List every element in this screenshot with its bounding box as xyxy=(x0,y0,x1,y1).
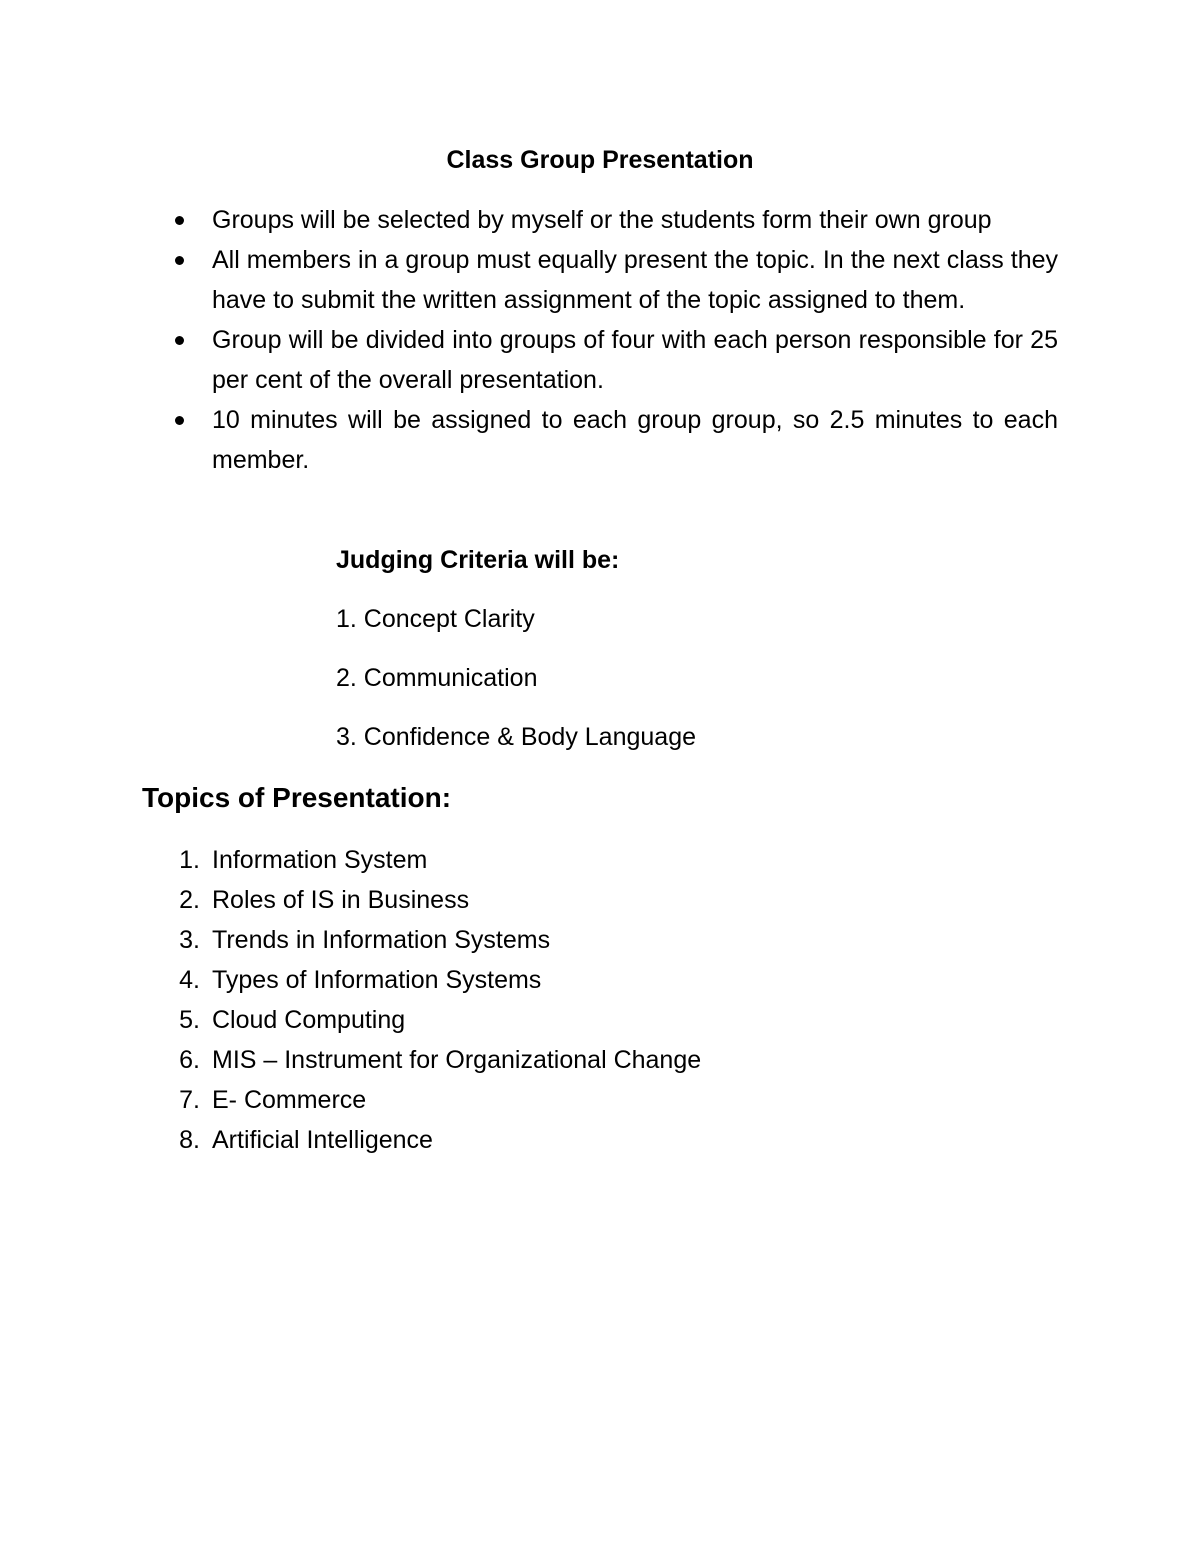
topic-text: Trends in Information Systems xyxy=(212,926,551,954)
criteria-heading: Judging Criteria will be: xyxy=(336,546,620,574)
list-item-text: All members in a group must equally present the topic. In the next class they have to submit the written assignment of the topic assigned to them. xyxy=(212,246,1058,314)
instructions-list xyxy=(212,200,1058,480)
topic-number: 6. xyxy=(179,1046,200,1074)
page-title: Class Group Presentation xyxy=(446,146,754,174)
topic-number: 4. xyxy=(179,966,200,994)
topic-text: Artificial Intelligence xyxy=(212,1126,433,1154)
topic-number: 8. xyxy=(179,1126,200,1154)
list-item xyxy=(212,200,1058,240)
topic-item xyxy=(0,880,1000,920)
list-item-text: Group will be divided into groups of four with each person responsible for 25 per cent of the overall presentation. xyxy=(212,326,1058,394)
topic-item xyxy=(0,1040,1000,1080)
topic-text: Types of Information Systems xyxy=(212,966,542,994)
list-item xyxy=(212,320,1058,400)
topic-number: 7. xyxy=(179,1086,200,1114)
bullet-icon xyxy=(175,216,184,225)
list-item-text: Groups will be selected by myself or the students form their own group xyxy=(212,206,992,234)
topic-item xyxy=(0,1000,1000,1040)
topic-number: 1. xyxy=(179,846,200,874)
topic-number: 3. xyxy=(179,926,200,954)
topic-number: 5. xyxy=(179,1006,200,1034)
judging-criteria xyxy=(336,540,1036,757)
topics-heading: Topics of Presentation: xyxy=(142,782,452,813)
criteria-item: 3. Confidence & Body Language xyxy=(336,723,696,751)
bullet-icon xyxy=(175,256,184,265)
topic-text: E- Commerce xyxy=(212,1086,367,1114)
topic-item xyxy=(0,960,1000,1000)
list-item xyxy=(212,240,1058,320)
list-item-text: 10 minutes will be assigned to each group group, so 2.5 minutes to each member. xyxy=(212,406,1058,474)
topic-text: MIS – Instrument for Organizational Change xyxy=(212,1046,702,1074)
topic-item xyxy=(0,1080,1000,1120)
list-item xyxy=(212,400,1058,480)
topic-text: Roles of IS in Business xyxy=(212,886,470,914)
criteria-item: 1. Concept Clarity xyxy=(336,605,535,633)
topics-list xyxy=(0,840,1000,1160)
bullet-icon xyxy=(175,336,184,345)
topic-number: 2. xyxy=(179,886,200,914)
topic-item xyxy=(0,1120,1000,1160)
criteria-item: 2. Communication xyxy=(336,664,538,692)
topic-text: Cloud Computing xyxy=(212,1006,406,1034)
topic-text: Information System xyxy=(212,846,428,874)
bullet-icon xyxy=(175,416,184,425)
topic-item xyxy=(0,920,1000,960)
topic-item xyxy=(0,840,1000,880)
